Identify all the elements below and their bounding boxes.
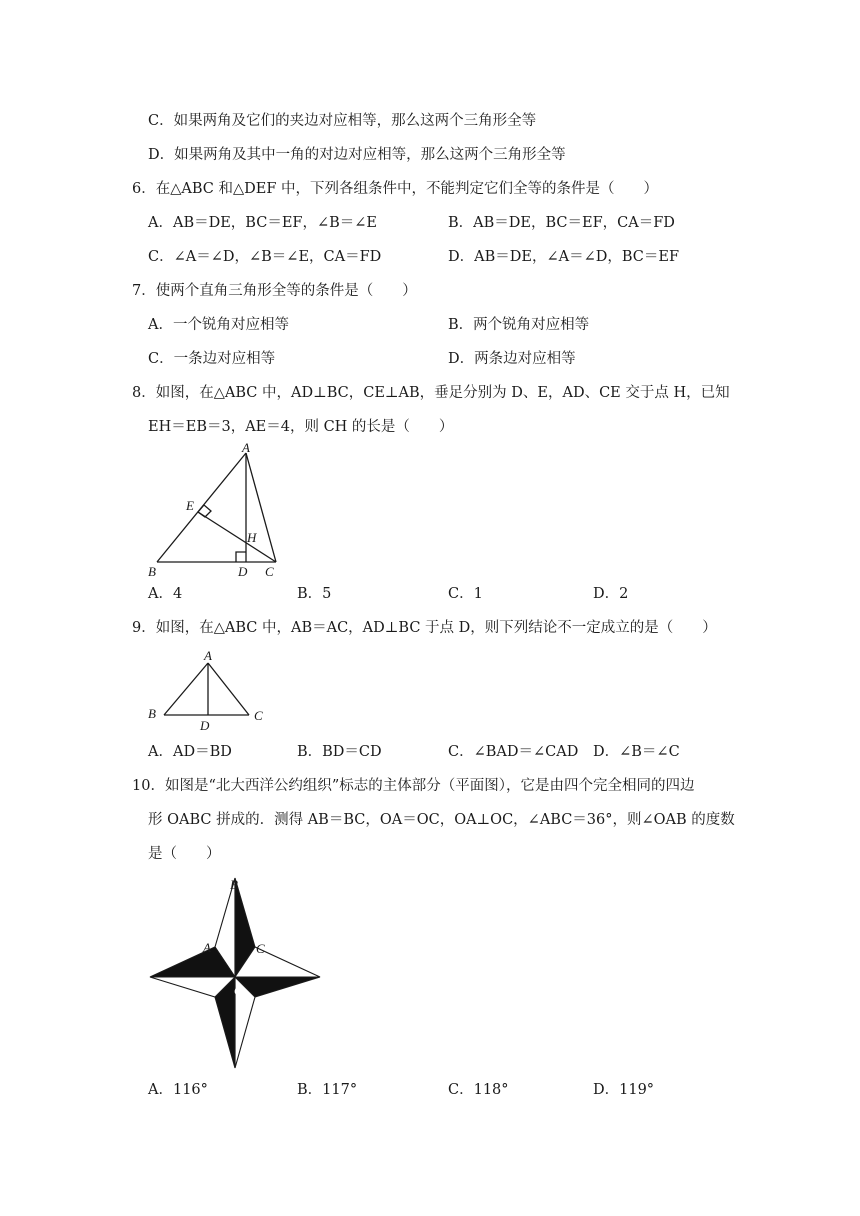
q5-option-d: D．如果两角及其中一角的对边对应相等，那么这两个三角形全等 (148, 147, 566, 163)
q8-option-a: A．4 (148, 586, 183, 602)
q8-stem-line2: EH＝EB＝3，AE＝4，则 CH 的长是（ ） (148, 419, 454, 435)
q10-option-d: D．119° (593, 1082, 655, 1098)
q7-option-b: B．两个锐角对应相等 (448, 317, 590, 333)
q8-label-e: E (186, 498, 194, 513)
q10-option-c: C．118° (448, 1082, 509, 1098)
q8-option-d: D．2 (593, 586, 629, 602)
q9-label-c: C (254, 708, 263, 723)
q9-isosceles-figure (140, 646, 275, 734)
q8-option-b: B．5 (297, 586, 332, 602)
q9-option-c: C．∠BAD＝∠CAD (448, 744, 579, 760)
q10-label-a: A (203, 940, 211, 955)
q9-label-d: D (200, 718, 210, 733)
q9-option-a: A．AD＝BD (148, 744, 232, 760)
q7-option-a: A．一个锐角对应相等 (148, 317, 289, 333)
q10-option-b: B．117° (297, 1082, 358, 1098)
q6-option-c: C．∠A＝∠D，∠B＝∠E，CA＝FD (148, 249, 382, 265)
q10-label-b: B (230, 877, 238, 892)
q10-label-c: C (256, 941, 265, 956)
q6-option-a: A．AB＝DE，BC＝EF，∠B＝∠E (148, 215, 378, 231)
q9-option-b: B．BD＝CD (297, 744, 382, 760)
q6-option-d: D．AB＝DE，∠A＝∠D，BC＝EF (448, 249, 680, 265)
q10-nato-star-figure (140, 872, 330, 1072)
q10-stem-line2: 形 OABC 拼成的．测得 AB＝BC，OA＝OC，OA⊥OC，∠ABC＝36°，则∠OAB 的度数 (148, 812, 735, 828)
q8-label-d: D (238, 564, 248, 579)
q7-stem: 7．使两个直角三角形全等的条件是（ ） (132, 283, 417, 299)
q5-option-c: C．如果两角及它们的夹边对应相等，那么这两个三角形全等 (148, 113, 537, 129)
q10-stem-line1: 10．如图是“北大西洋公约组织”标志的主体部分（平面图），它是由四个完全相同的四边 (132, 778, 695, 794)
q8-option-c: C．1 (448, 586, 483, 602)
q8-stem-line1: 8．如图，在△ABC 中，AD⊥BC，CE⊥AB，垂足分别为 D、E，AD、CE 交于点 H，已知 (132, 385, 730, 401)
q8-label-c: C (265, 564, 274, 579)
q7-option-d: D．两条边对应相等 (448, 351, 576, 367)
q8-label-b: B (148, 564, 156, 579)
q9-label-a: A (204, 648, 212, 663)
q8-label-h: H (247, 530, 257, 545)
q9-option-d: D．∠B＝∠C (593, 744, 680, 760)
q6-option-b: B．AB＝DE，BC＝EF，CA＝FD (448, 215, 675, 231)
q10-label-o: O (234, 983, 244, 998)
q10-option-a: A．116° (148, 1082, 208, 1098)
q10-stem-line3: 是（ ） (148, 846, 221, 862)
q8-label-a: A (242, 440, 250, 455)
q6-stem: 6．在△ABC 和△DEF 中，下列各组条件中，不能判定它们全等的条件是（ ） (132, 181, 659, 197)
q7-option-c: C．一条边对应相等 (148, 351, 276, 367)
q9-label-b: B (148, 706, 156, 721)
q8-triangle-figure (140, 440, 290, 582)
q9-stem: 9．如图，在△ABC 中，AB＝AC，AD⊥BC 于点 D，则下列结论不一定成立的是（ ） (132, 620, 717, 636)
